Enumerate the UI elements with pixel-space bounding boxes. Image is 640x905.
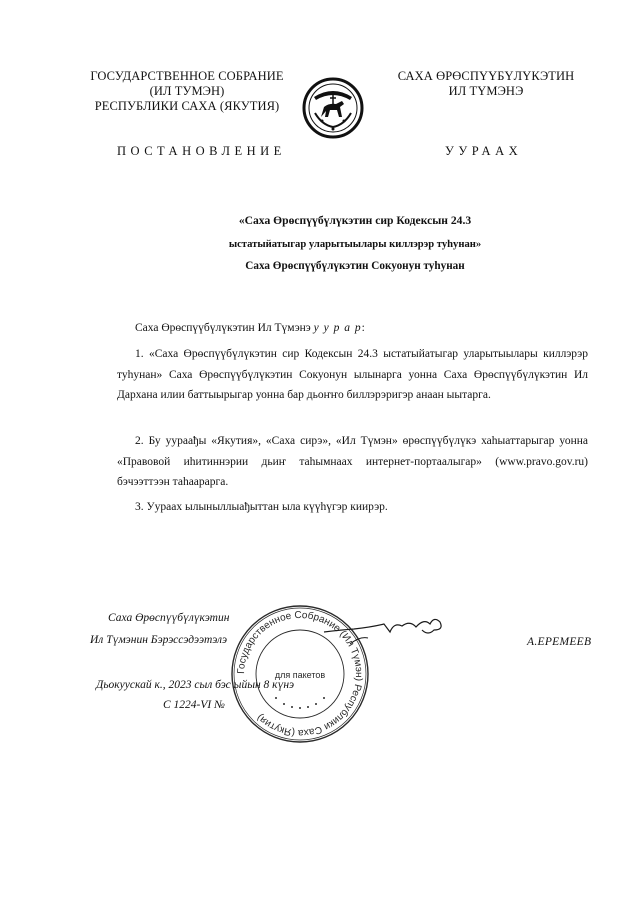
- document-number: С 1224-VI №: [163, 699, 225, 711]
- signatory-title-line-1: Саха Өрөспүүбүлүкэтин: [108, 612, 230, 624]
- place-and-date: Дьокуускай к., 2023 сыл бэс ыйын 8 күнэ: [96, 679, 295, 691]
- intro-emphasis: у у р а р: [313, 322, 362, 334]
- sakha-coat-of-arms-icon: [302, 77, 364, 139]
- header-right-line-2: ИЛ ТҮМЭНЭ: [448, 84, 524, 98]
- intro-suffix: :: [361, 322, 365, 334]
- intro-line: [135, 318, 606, 339]
- paragraph-2: 2. Бу уураађы «Якутия», «Саха сирэ», «Ил Түмэн» өрөспүүбүлүкэ хаһыаттарыгар уонна «Правовой иһитиннэрии дьиҥ таһымнаах интернет-портаалыгар» (www.pravo.gov.ru) бэчээттээн таһаарарга.: [117, 435, 588, 488]
- paragraph-1: 1. «Саха Өрөспүүбүлүкэтин сир Кодексын 24.3 ыстатыйатыгар уларытыылары киллэрэр туһунан» Саха Өрөспүүбүлүкэтин Сокуонун ылынарга уонна Саха Өрөспүүбүлүкэтин Ил Дархана илии баттыырыгар уонна бар дьоҥҥо биллэрэригэр анаан ыытарга.: [117, 348, 588, 401]
- stamp-center-text: для пакетов: [274, 670, 326, 680]
- intro-prefix: Саха Өрөспүүбүлүкэтин Ил Түмэнэ: [135, 322, 311, 334]
- handwritten-signature: [320, 600, 445, 650]
- title-line-3: Саха Өрөспүүбүлүкэтин Сокуонун туһунан: [245, 260, 465, 272]
- header-right-line-1: САХА ӨРӨСПҮҮБҮЛҮКЭТИН: [397, 69, 575, 83]
- header-left-line-3: РЕСПУБЛИКИ САХА (ЯКУТИЯ): [94, 99, 280, 113]
- header-left-line-2: (ИЛ ТУМЭН): [149, 84, 225, 98]
- doc-type-left: ПОСТАНОВЛЕНИЕ: [117, 144, 286, 158]
- title-line-2: ыстатыйатыгар уларытыылары киллэрэр туһунан»: [228, 239, 482, 250]
- doc-type-right: УУРААХ: [445, 144, 523, 158]
- signatory-name: А.ЕРЕМЕЕВ: [527, 636, 592, 648]
- signatory-title-line-2: Ил Түмэнин Бэрэссэдээтэлэ: [90, 634, 228, 646]
- paragraph-3: 3. Уураах ылыныллыађыттан ыла күүһүгэр киирэр.: [135, 501, 388, 513]
- stamp-ring-text: Государственное Собрание (Ил Түмэн) Республики Саха (Якутия): [235, 609, 365, 739]
- header-left-line-1: ГОСУДАРСТВЕННОЕ СОБРАНИЕ: [90, 69, 284, 83]
- title-line-1: «Саха Өрөспүүбүлүкэтин сир Кодексын 24.3: [238, 214, 472, 227]
- header-right-org-name: [378, 69, 594, 99]
- header-left-org-name: [72, 69, 302, 114]
